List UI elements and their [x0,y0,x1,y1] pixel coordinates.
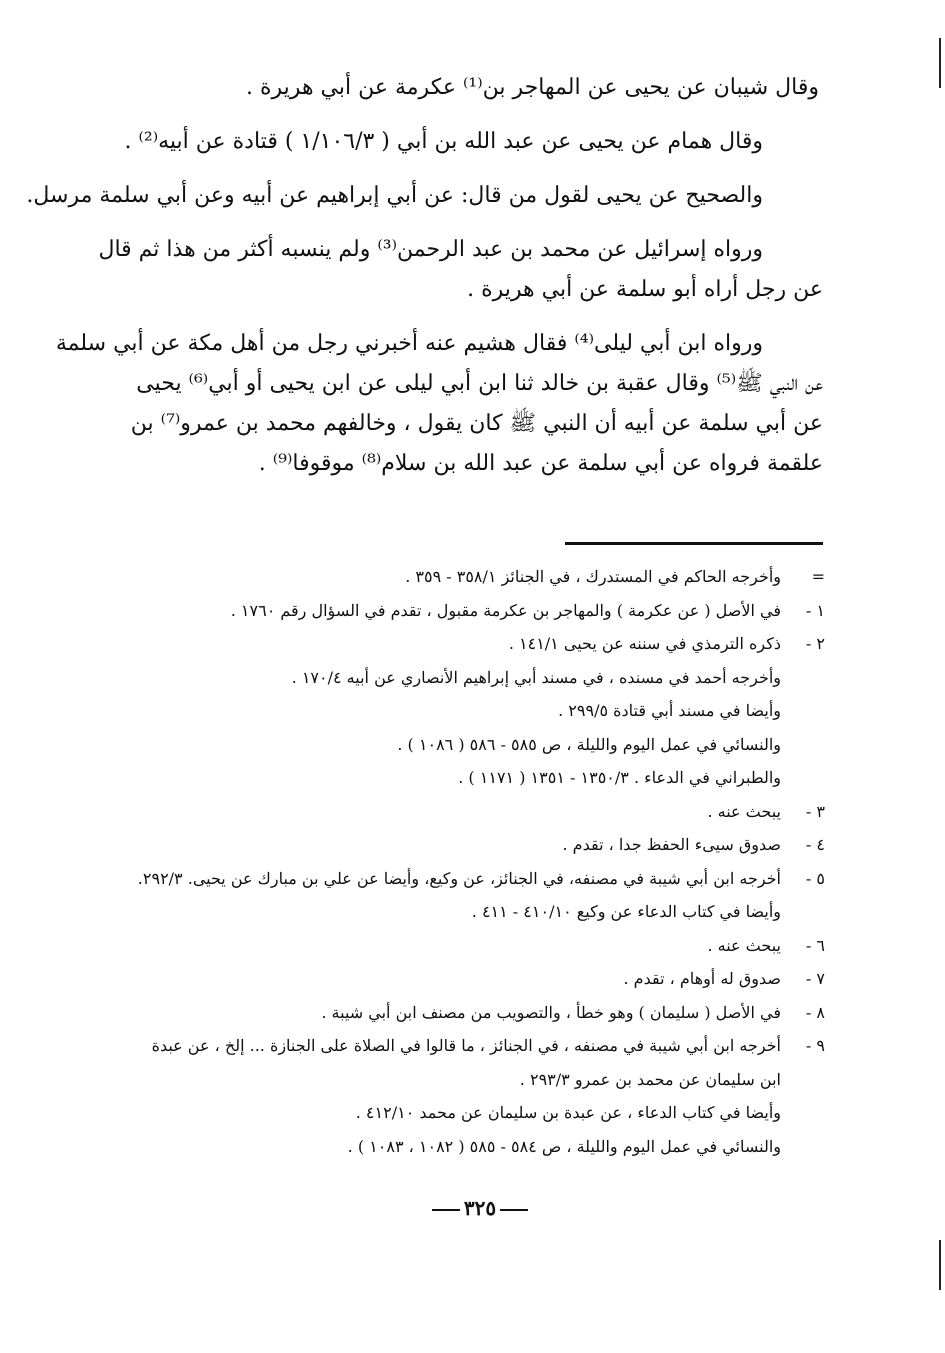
footnote-line: وأخرجه الحاكم في المستدرك ، في الجنائز ٣٥٨/١ - ٣٥٩ . [405,567,781,586]
text-line: والصحيح عن يحيى لقول من قال: عن أبي إبراهيم عن أبيه وعن أبي سلمة مرسل. [26,183,763,208]
footnote-line: يبحث عنه . [707,801,781,821]
footnote-number: ٦ - [805,935,825,955]
footnotes [120,560,825,1163]
footnote-number: ٨ - [805,1002,825,1022]
footnote [120,594,825,628]
footnote [120,996,825,1030]
footnote-text [120,962,781,996]
text-line: عن النبي ﷺ⁽⁵⁾ وقال عقبة بن خالد ثنا ابن أبي ليلى عن ابن يحيى أو أبي⁽⁶⁾ يحيى [136,371,823,396]
footnote-line: أخرجه ابن أبي شيبة في مصنفه ، في الجنائز ، ما قالوا في الصلاة على الجنازة ... إلخ ، عن عبدة [151,1036,781,1055]
footnote-separator [565,542,823,545]
footnote [120,828,825,862]
footnote-text [120,1029,781,1163]
footnote-number: ٥ - [805,868,825,888]
footnote-text [120,795,781,829]
footnote-line: ذكره الترمذي في سننه عن يحيى ١٤١/١ . [508,634,781,653]
footnote-line: وأخرجه أحمد في مسنده ، في مسند أبي إبراهيم الأنصاري عن أبيه ١٧٠/٤ . [291,667,781,687]
footnote [120,962,825,996]
footnote-number: ٩ - [805,1036,825,1055]
footnote-line: أخرجه ابن أبي شيبة في مصنفه، في الجنائز، عن وكيع، وأيضا عن علي بن مبارك عن يحيى. ٢٩٢/٣. [137,868,781,888]
footnote-line: والطبراني في الدعاء . ١٣٥٠/٣ - ١٣٥١ ( ١١٧١ ) . [458,768,781,787]
footnote-line: في الأصل ( سليمان ) وهو خطأ ، والتصويب من مصنف ابن أبي شيبة . [321,1002,781,1022]
footnote-line: ابن سليمان عن محمد بن عمرو ٢٩٣/٣ . [519,1069,781,1089]
text-line: ورواه ابن أبي ليلى⁽⁴⁾ فقال هشيم عنه أخبرني رجل من أهل مكة عن أبي سلمة [55,331,763,356]
footnote-text [120,594,781,628]
footnote-number: ٢ - [805,634,825,653]
footnote-number: ٧ - [805,969,825,988]
footnote-line: يبحث عنه . [707,935,781,955]
footnote [120,627,825,795]
footnote-text [120,929,781,963]
footnote-text [120,996,781,1030]
page-number-dash [500,1209,528,1211]
footnote-line: والنسائي في عمل اليوم والليلة ، ص ٥٨٤ - ٥٨٥ ( ١٠٨٢ ، ١٠٨٣ ) . [347,1136,781,1156]
footnote [120,795,825,829]
scan-edge-mark [939,1240,941,1290]
footnote-line: وأيضا في كتاب الدعاء عن وكيع ٤١٠/١٠ - ٤١١ . [471,902,781,921]
footnote-text [120,862,781,929]
text-line: وقال شيبان عن يحيى عن المهاجر بن⁽¹⁾ عكرمة عن أبي هريرة . [246,75,819,100]
footnote-number: ٤ - [805,835,825,854]
text-line: وقال همام عن يحيى عن عبد الله بن أبي ( ١/١٠٦/٣ ) قتادة عن أبيه⁽²⁾ . [124,129,763,154]
page-number [420,1196,540,1220]
paragraph [98,230,823,310]
scan-edge-mark [939,38,941,88]
footnote-line: وأيضا في مسند أبي قتادة ٢٩٩/٥ . [558,701,781,720]
footnote [120,560,825,594]
footnote-line: في الأصل ( عن عكرمة ) والمهاجر بن عكرمة مقبول ، تقدم في السؤال رقم ١٧٦٠ . [230,600,781,620]
paragraph [55,324,823,484]
footnote [120,862,825,929]
footnote-line: وأيضا في كتاب الدعاء ، عن عبدة بن سليمان عن محمد ٤١٢/١٠ . [355,1103,781,1122]
page-number-dash [432,1209,460,1211]
footnote-text [120,560,781,594]
paragraph [26,176,823,216]
footnote [120,1029,825,1163]
footnote-text [120,828,781,862]
footnote-number: ٣ - [805,801,825,821]
footnote-number: ١ - [805,600,825,620]
text-line: عن أبي سلمة عن أبيه أن النبي ﷺ كان يقول ، وخالفهم محمد بن عمرو⁽⁷⁾ بن [130,411,823,436]
page-number-value: ٣٢٥ [463,1196,497,1220]
text-line: عن رجل أراه أبو سلمة عن أبي هريرة . [467,277,823,302]
text-line: ورواه إسرائيل عن محمد بن عبد الرحمن⁽³⁾ ولم ينسبه أكثر من هذا ثم قال [98,237,763,262]
paragraph [118,122,823,162]
footnote-line: صدوق سيىء الحفظ جدا ، تقدم . [562,835,781,854]
footnote-line: والنسائي في عمل اليوم والليلة ، ص ٥٨٥ - ٥٨٦ ( ١٠٨٦ ) . [397,734,781,754]
text-line: علقمة فرواه عن أبي سلمة عن عبد الله بن سلام⁽⁸⁾ موقوفا⁽⁹⁾ . [258,451,823,476]
footnote-line: صدوق له أوهام ، تقدم . [623,969,781,988]
footnote-number: = [811,567,825,586]
footnote [120,929,825,963]
paragraph [118,68,823,108]
footnote-text [120,627,781,795]
main-text [26,68,823,498]
